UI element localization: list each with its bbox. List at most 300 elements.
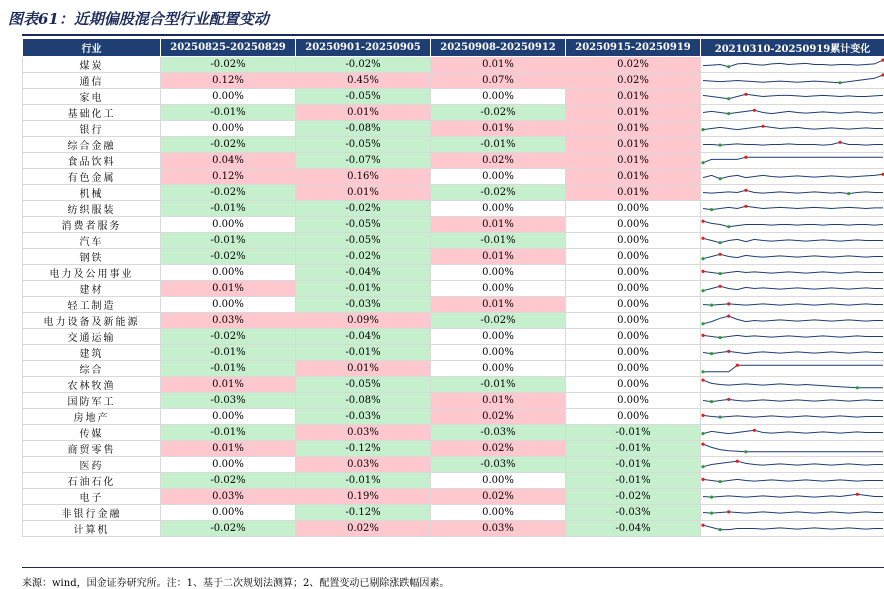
sparkline-cell: [701, 73, 884, 89]
change-cell-w3: 0.00%: [431, 201, 566, 217]
table-row: [23, 441, 884, 457]
industry-cell: 建筑: [23, 345, 161, 361]
industry-cell: 农林牧渔: [23, 377, 161, 393]
change-cell-w3: 0.00%: [431, 329, 566, 345]
change-cell-w4: 0.01%: [566, 121, 701, 137]
change-cell-w2: 0.03%: [296, 425, 431, 441]
change-cell-w1: 0.03%: [161, 313, 296, 329]
sparkline-cell: [701, 393, 884, 409]
table-row: [23, 521, 884, 537]
sparkline-max-point: [701, 237, 704, 240]
change-cell-w3: 0.01%: [431, 57, 566, 73]
sparkline-cell: [701, 297, 884, 313]
table-row: [23, 393, 884, 409]
industry-cell: 电力及公用事业: [23, 265, 161, 281]
change-cell-w4: -0.02%: [566, 489, 701, 505]
industry-cell: 国防军工: [23, 393, 161, 409]
change-cell-w4: -0.01%: [566, 441, 701, 457]
sparkline: [701, 233, 884, 248]
change-cell-w2: 0.09%: [296, 313, 431, 329]
change-cell-w4: 0.01%: [566, 169, 701, 185]
sparkline-cell: [701, 249, 884, 265]
sparkline-cell: [701, 105, 884, 121]
table-row: [23, 217, 884, 233]
change-cell-w1: 0.00%: [161, 457, 296, 473]
change-cell-w4: 0.00%: [566, 249, 701, 265]
change-cell-w3: 0.01%: [431, 393, 566, 409]
change-cell-w3: -0.02%: [431, 105, 566, 121]
sparkline: [701, 185, 884, 200]
change-cell-w2: -0.05%: [296, 377, 431, 393]
industry-cell: 非银行金融: [23, 505, 161, 521]
sparkline: [701, 457, 884, 472]
sparkline-min-point: [710, 400, 713, 403]
sparkline-cell: [701, 153, 884, 169]
change-cell-w4: 0.00%: [566, 361, 701, 377]
sparkline-max-point: [761, 125, 764, 128]
change-cell-w1: -0.01%: [161, 201, 296, 217]
header-row: [23, 39, 884, 57]
change-cell-w2: -0.05%: [296, 233, 431, 249]
change-cell-w3: 0.01%: [431, 121, 566, 137]
change-cell-w2: 0.01%: [296, 105, 431, 121]
change-cell-w1: 0.04%: [161, 153, 296, 169]
change-cell-w2: -0.05%: [296, 89, 431, 105]
change-cell-w2: 0.16%: [296, 169, 431, 185]
change-cell-w4: 0.00%: [566, 201, 701, 217]
sparkline-cell: [701, 505, 884, 521]
change-cell-w3: 0.07%: [431, 73, 566, 89]
sparkline-min-point: [719, 241, 722, 244]
sparkline: [701, 73, 884, 88]
sparkline: [701, 169, 884, 184]
change-cell-w2: -0.02%: [296, 57, 431, 73]
sparkline-max-point: [744, 156, 747, 159]
change-cell-w3: -0.03%: [431, 457, 566, 473]
industry-cell: 房地产: [23, 409, 161, 425]
sparkline-min-point: [847, 192, 850, 195]
change-cell-w1: 0.00%: [161, 505, 296, 521]
sparkline-series: [703, 479, 883, 481]
table-row: [23, 409, 884, 425]
industry-cell: 有色金属: [23, 169, 161, 185]
change-cell-w1: 0.12%: [161, 169, 296, 185]
sparkline: [701, 409, 884, 424]
sparkline-series: [703, 286, 883, 290]
sparkline-series: [703, 461, 883, 467]
sparkline-cell: [701, 89, 884, 105]
sparkline-cell: [701, 185, 884, 201]
sparkline: [701, 377, 884, 392]
sparkline-series: [703, 525, 883, 529]
change-cell-w2: -0.02%: [296, 201, 431, 217]
table-row: [23, 233, 884, 249]
sparkline: [701, 425, 884, 440]
sparkline-min-point: [727, 65, 730, 68]
change-cell-w3: -0.01%: [431, 233, 566, 249]
sparkline-max-point: [719, 253, 722, 256]
table-row: [23, 489, 884, 505]
change-cell-w2: 0.45%: [296, 73, 431, 89]
sparkline-max-point: [701, 443, 704, 446]
change-cell-w1: 0.01%: [161, 377, 296, 393]
table-row: [23, 89, 884, 105]
change-cell-w3: 0.00%: [431, 361, 566, 377]
sparkline-min-point: [719, 528, 722, 531]
industry-cell: 传媒: [23, 425, 161, 441]
industry-cell: 纺织服装: [23, 201, 161, 217]
industry-cell: 石油石化: [23, 473, 161, 489]
sparkline-min-point: [701, 465, 704, 468]
sparkline-min-point: [701, 370, 704, 373]
change-cell-w2: -0.04%: [296, 329, 431, 345]
change-cell-w4: 0.01%: [566, 89, 701, 105]
sparkline-cell: [701, 121, 884, 137]
sparkline: [701, 153, 884, 168]
change-cell-w3: 0.00%: [431, 89, 566, 105]
industry-cell: 银行: [23, 121, 161, 137]
sparkline-series: [703, 126, 883, 129]
sparkline-max-point: [701, 270, 704, 273]
change-cell-w2: -0.03%: [296, 297, 431, 313]
sparkline: [701, 489, 884, 504]
sparkline: [701, 281, 884, 296]
sparkline-min-point: [719, 272, 722, 275]
sparkline-cell: [701, 201, 884, 217]
sparkline: [701, 201, 884, 216]
sparkline-max-point: [701, 524, 704, 527]
sparkline-cell: [701, 409, 884, 425]
sparkline-max-point: [744, 205, 747, 208]
sparkline-series: [703, 60, 883, 67]
sparkline: [701, 441, 884, 456]
sparkline-cell: [701, 313, 884, 329]
sparkline-cell: [701, 521, 884, 537]
change-cell-w1: 0.03%: [161, 489, 296, 505]
sparkline-series: [703, 190, 883, 193]
sparkline-max-point: [839, 141, 842, 144]
change-cell-w1: -0.01%: [161, 345, 296, 361]
change-cell-w3: 0.00%: [431, 473, 566, 489]
change-cell-w4: -0.01%: [566, 457, 701, 473]
change-cell-w3: -0.01%: [431, 377, 566, 393]
change-cell-w2: -0.05%: [296, 137, 431, 153]
sparkline-max-point: [736, 460, 739, 463]
change-cell-w2: 0.02%: [296, 521, 431, 537]
change-cell-w4: 0.02%: [566, 57, 701, 73]
change-cell-w4: 0.01%: [566, 105, 701, 121]
sparkline-series: [703, 206, 883, 209]
sparkline-series: [703, 254, 883, 258]
change-cell-w2: 0.19%: [296, 489, 431, 505]
change-cell-w3: 0.02%: [431, 153, 566, 169]
sparkline-min-point: [701, 257, 704, 260]
sparkline: [701, 137, 884, 152]
sparkline-series: [703, 157, 883, 163]
change-cell-w1: 0.00%: [161, 121, 296, 137]
sparkline-cell: [701, 345, 884, 361]
sparkline-min-point: [839, 81, 842, 84]
change-cell-w1: 0.00%: [161, 409, 296, 425]
industry-cell: 煤炭: [23, 57, 161, 73]
chart-title: 图表61：近期偏股混合型行业配置变动: [8, 10, 269, 28]
change-cell-w1: -0.02%: [161, 57, 296, 73]
change-cell-w1: 0.01%: [161, 281, 296, 297]
change-cell-w4: -0.03%: [566, 505, 701, 521]
industry-cell: 家电: [23, 89, 161, 105]
sparkline-max-point: [727, 350, 730, 353]
sparkline-cell: [701, 473, 884, 489]
sparkline-cell: [701, 233, 884, 249]
sparkline-cell: [701, 489, 884, 505]
sparkline-max-point: [744, 189, 747, 192]
sparkline-series: [703, 380, 883, 388]
change-cell-w1: 0.12%: [161, 73, 296, 89]
sparkline-min-point: [701, 128, 704, 131]
title-rule: [22, 34, 884, 36]
sparkline-cell: [701, 377, 884, 393]
change-cell-w1: -0.01%: [161, 425, 296, 441]
sparkline-min-point: [727, 97, 730, 100]
sparkline-min-point: [701, 322, 704, 325]
change-cell-w4: 0.01%: [566, 137, 701, 153]
table-row: [23, 249, 884, 265]
change-cell-w2: -0.01%: [296, 345, 431, 361]
sparkline: [701, 105, 884, 120]
change-cell-w4: 0.00%: [566, 281, 701, 297]
sparkline-series: [703, 174, 883, 178]
change-cell-w1: -0.02%: [161, 185, 296, 201]
change-cell-w1: 0.00%: [161, 217, 296, 233]
sparkline-cell: [701, 57, 884, 73]
sparkline-cell: [701, 265, 884, 281]
change-cell-w3: 0.03%: [431, 521, 566, 537]
sparkline-min-point: [856, 386, 859, 389]
sparkline: [701, 249, 884, 264]
sparkline: [701, 345, 884, 360]
change-cell-w1: 0.01%: [161, 441, 296, 457]
change-cell-w4: 0.00%: [566, 265, 701, 281]
sparkline-max-point: [719, 285, 722, 288]
change-cell-w2: -0.01%: [296, 281, 431, 297]
change-cell-w4: 0.01%: [566, 185, 701, 201]
table-row: [23, 153, 884, 169]
sparkline: [701, 505, 884, 520]
sparkline-series: [703, 75, 883, 83]
sparkline-max-point: [727, 315, 730, 318]
sparkline: [701, 313, 884, 328]
table-row: [23, 265, 884, 281]
industry-cell: 综合金融: [23, 137, 161, 153]
sparkline: [701, 121, 884, 136]
sparkline: [701, 265, 884, 280]
change-cell-w2: -0.12%: [296, 505, 431, 521]
header-industry: 行业: [23, 39, 161, 57]
change-cell-w3: 0.00%: [431, 345, 566, 361]
table-row: [23, 473, 884, 489]
sparkline-cell: [701, 329, 884, 345]
industry-cell: 计算机: [23, 521, 161, 537]
change-cell-w1: 0.00%: [161, 297, 296, 313]
sparkline-max-point: [856, 493, 859, 496]
table-row: [23, 201, 884, 217]
change-cell-w4: 0.02%: [566, 73, 701, 89]
sparkline-max-point: [736, 364, 739, 367]
sparkline-max-point: [701, 414, 704, 417]
change-cell-w4: 0.00%: [566, 377, 701, 393]
table-row: [23, 121, 884, 137]
sparkline-min-point: [710, 208, 713, 211]
sparkline-max-point: [753, 429, 756, 432]
change-cell-w1: -0.01%: [161, 105, 296, 121]
industry-cell: 钢铁: [23, 249, 161, 265]
change-cell-w1: 0.00%: [161, 89, 296, 105]
sparkline: [701, 393, 884, 408]
change-cell-w4: 0.00%: [566, 345, 701, 361]
change-cell-w3: -0.01%: [431, 137, 566, 153]
change-cell-w2: -0.07%: [296, 153, 431, 169]
change-cell-w3: -0.02%: [431, 313, 566, 329]
sparkline: [701, 361, 884, 376]
sparkline: [701, 521, 884, 536]
change-cell-w1: -0.02%: [161, 521, 296, 537]
industry-cell: 轻工制造: [23, 297, 161, 313]
bottom-rule: [22, 567, 884, 568]
industry-cell: 电力设备及新能源: [23, 313, 161, 329]
change-cell-w3: 0.01%: [431, 217, 566, 233]
change-cell-w3: 0.02%: [431, 441, 566, 457]
sparkline-min-point: [710, 496, 713, 499]
change-cell-w2: 0.01%: [296, 361, 431, 377]
sparkline-min-point: [710, 304, 713, 307]
sparkline-max-point: [744, 93, 747, 96]
industry-cell: 建材: [23, 281, 161, 297]
change-cell-w4: 0.00%: [566, 297, 701, 313]
sparkline-max-point: [727, 398, 730, 401]
sparkline-cell: [701, 169, 884, 185]
table-row: [23, 185, 884, 201]
change-cell-w2: -0.05%: [296, 217, 431, 233]
sparkline-max-point: [701, 334, 704, 337]
sparkline: [701, 57, 884, 72]
industry-cell: 通信: [23, 73, 161, 89]
industry-cell: 电子: [23, 489, 161, 505]
sparkline-min-point: [727, 225, 730, 228]
change-cell-w4: -0.01%: [566, 425, 701, 441]
change-cell-w3: 0.00%: [431, 505, 566, 521]
sparkline-min-point: [719, 177, 722, 180]
change-cell-w3: 0.00%: [431, 265, 566, 281]
industry-cell: 机械: [23, 185, 161, 201]
change-cell-w4: 0.00%: [566, 409, 701, 425]
change-cell-w4: -0.01%: [566, 473, 701, 489]
header-week4: 20250915-20250919: [566, 39, 701, 57]
sparkline-min-point: [727, 112, 730, 115]
table-row: [23, 457, 884, 473]
sparkline-cell: [701, 281, 884, 297]
industry-cell: 食品饮料: [23, 153, 161, 169]
sparkline-max-point: [753, 109, 756, 112]
sparkline-series: [703, 365, 883, 372]
change-cell-w1: -0.01%: [161, 361, 296, 377]
table-row: [23, 73, 884, 89]
header-week2: 20250901-20250905: [296, 39, 431, 57]
header-week1: 20250825-20250829: [161, 39, 296, 57]
change-cell-w1: -0.03%: [161, 393, 296, 409]
sparkline-cell: [701, 457, 884, 473]
change-cell-w3: -0.02%: [431, 185, 566, 201]
change-cell-w2: 0.01%: [296, 185, 431, 201]
change-cell-w2: -0.12%: [296, 441, 431, 457]
sparkline-max-point: [701, 478, 704, 481]
table-row: [23, 345, 884, 361]
table-row: [23, 297, 884, 313]
change-cell-w4: 0.00%: [566, 393, 701, 409]
sparkline-min-point: [710, 352, 713, 355]
sparkline-cell: [701, 441, 884, 457]
change-cell-w3: 0.01%: [431, 249, 566, 265]
sparkline-min-point: [701, 289, 704, 292]
sparkline-series: [703, 142, 883, 145]
sparkline-max-point: [701, 379, 704, 382]
sparkline-min-point: [719, 144, 722, 147]
sparkline-min-point: [710, 512, 713, 515]
table-row: [23, 313, 884, 329]
table-row: [23, 169, 884, 185]
sparkline-min-point: [701, 432, 704, 435]
sparkline-min-point: [701, 161, 704, 164]
change-cell-w2: -0.02%: [296, 249, 431, 265]
table-row: [23, 505, 884, 521]
change-cell-w1: -0.02%: [161, 473, 296, 489]
table-row: [23, 377, 884, 393]
table-row: [23, 361, 884, 377]
table-row: [23, 57, 884, 73]
sparkline-min-point: [719, 416, 722, 419]
sparkline-min-point: [744, 450, 747, 453]
table-row: [23, 105, 884, 121]
industry-cell: 交通运输: [23, 329, 161, 345]
change-cell-w4: 0.01%: [566, 153, 701, 169]
industry-cell: 汽车: [23, 233, 161, 249]
change-cell-w2: 0.03%: [296, 457, 431, 473]
sparkline-series: [703, 271, 883, 273]
sparkline-cell: [701, 425, 884, 441]
sparkline: [701, 473, 884, 488]
sparkline-max-point: [727, 302, 730, 305]
sparkline-min-point: [719, 336, 722, 339]
change-cell-w1: -0.01%: [161, 233, 296, 249]
change-cell-w4: 0.00%: [566, 217, 701, 233]
change-cell-w3: 0.00%: [431, 169, 566, 185]
sparkline-cell: [701, 217, 884, 233]
change-cell-w3: -0.03%: [431, 425, 566, 441]
sparkline-cell: [701, 137, 884, 153]
change-cell-w4: -0.04%: [566, 521, 701, 537]
change-cell-w4: 0.00%: [566, 313, 701, 329]
industry-cell: 医药: [23, 457, 161, 473]
change-cell-w4: 0.00%: [566, 329, 701, 345]
sparkline-max-point: [727, 510, 730, 513]
change-cell-w1: 0.00%: [161, 265, 296, 281]
header-week3: 20250908-20250912: [431, 39, 566, 57]
change-cell-w2: -0.08%: [296, 393, 431, 409]
sparkline-series: [703, 316, 883, 324]
industry-cell: 商贸零售: [23, 441, 161, 457]
sparkline-series: [703, 444, 883, 452]
sparkline-series: [703, 415, 883, 417]
change-cell-w3: 0.02%: [431, 409, 566, 425]
